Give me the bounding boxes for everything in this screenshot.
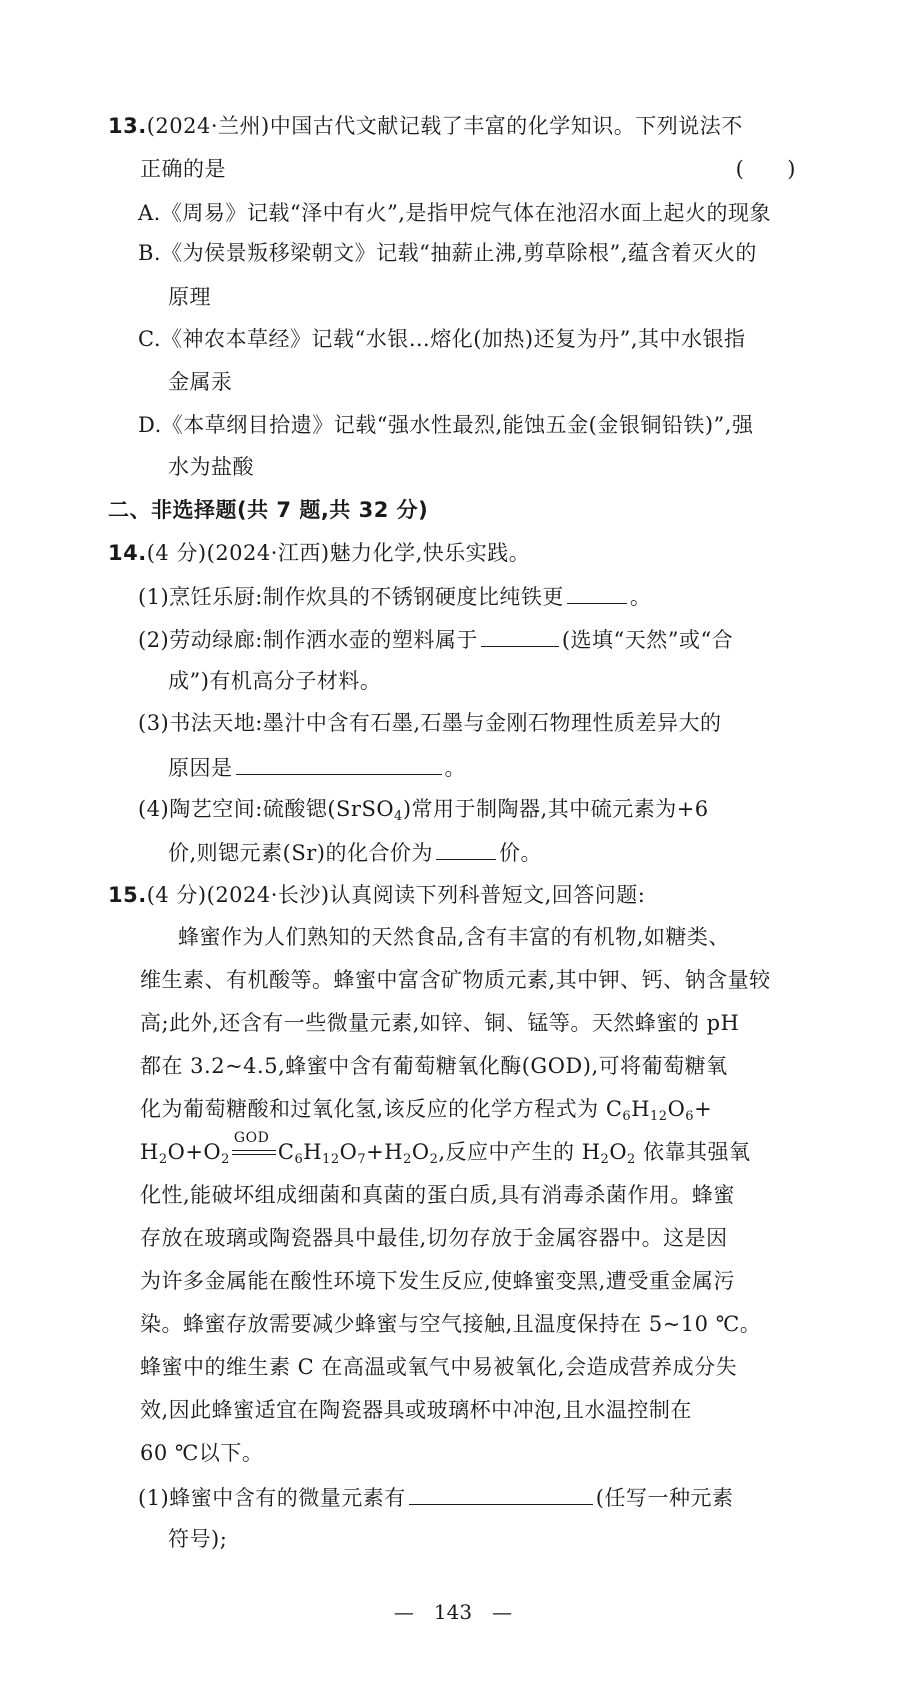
- q13-line-1: [108, 112, 743, 140]
- q14-sub-4-text-2: )常用于制陶器,其中硫元素为+6: [402, 797, 709, 821]
- q14-sub-4-text-3: 价,则锶元素(Sr)的化合价为: [168, 841, 433, 865]
- q14-sub-2-text: (2)劳动绿廊:制作洒水壶的塑料属于: [138, 628, 478, 652]
- q15-sub-1-cont: 符号);: [168, 1527, 228, 1551]
- q15-equation-line-1: [232, 1150, 276, 1151]
- q15-passage-line-3: 高;此外,还含有一些微量元素,如锌、铜、锰等。天然蜂蜜的 pH: [140, 1011, 740, 1035]
- q14-sub-4: [138, 795, 709, 831]
- page-number: — 143 —: [393, 1600, 513, 1624]
- q13-answer-paren: ( ): [735, 157, 796, 181]
- q15-sub-1-end: (任写一种元素: [595, 1486, 734, 1510]
- q15-sub-2e: 2: [600, 1152, 610, 1167]
- q14-sub-3-cont: [168, 752, 466, 782]
- q14-sub-4-subscript: 4: [394, 809, 403, 824]
- q15-sub-7: 7: [357, 1152, 367, 1167]
- q13-line-2: [140, 155, 906, 183]
- q14-sub-3: (3)书法天地:墨汁中含有石墨,石墨与金刚石物理性质差异大的: [138, 711, 722, 735]
- q15-sub-6b: 6: [685, 1109, 695, 1124]
- q13-option-b: B.《为侯景叛移梁朝文》记载“抽薪止沸,剪草除根”,蕴含着灭火的: [138, 241, 757, 265]
- q14-sub-1-text: (1)烹饪乐厨:制作炊具的不锈钢硬度比纯铁更: [138, 585, 564, 609]
- q15-equation-line-2: [232, 1154, 276, 1155]
- q13-stem: (2024·兰州)中国古代文献记载了丰富的化学知识。下列说法不: [146, 114, 743, 138]
- q15-passage-line-8: 存放在玻璃或陶瓷器具中最佳,切勿存放于金属容器中。这是因: [140, 1226, 728, 1250]
- q14-stem: (4 分)(2024·江西)魅力化学,快乐实践。: [146, 541, 531, 565]
- q15-passage-line-1: 蜂蜜作为人们熟知的天然食品,含有丰富的有机物,如糖类、: [178, 925, 730, 949]
- q15-sub-2c: 2: [403, 1152, 412, 1167]
- q15-passage-line-9: 为许多金属能在酸性环境下发生反应,使蜂蜜变黑,遭受重金属污: [140, 1269, 735, 1293]
- q13-option-c-cont: 金属汞: [168, 370, 233, 394]
- q15-passage-line-11: 蜂蜜中的维生素 C 在高温或氧气中易被氧化,会造成营养成分失: [140, 1355, 738, 1379]
- q15-passage-line-5: 化为葡萄糖酸和过氧化氢,该反应的化学方程式为 $C_6H_{12}O_6+$: [140, 1097, 713, 1124]
- q13-number: 13.: [108, 114, 147, 138]
- q14-sub-3-end: 。: [444, 756, 466, 780]
- q15-sub-2b: 2: [221, 1152, 230, 1167]
- q15-equation-catalyst: GOD: [233, 1130, 270, 1146]
- q14-sub-1: [138, 581, 651, 611]
- q15-sub-2a: 2: [158, 1152, 168, 1167]
- q15-sub-1: [138, 1482, 733, 1512]
- q15-passage-line-6: $H_2O+O_2$ GOD $C_6H_{12}O_7+H_2O_2$,反应中产生的 $H_2O_2$ 依靠其强氧: [140, 1138, 751, 1174]
- q15-sub-2d: 2: [429, 1152, 439, 1167]
- q13-option-d-cont: 水为盐酸: [168, 455, 254, 479]
- q15-sub-2f: 2: [627, 1152, 636, 1167]
- q13-option-b-cont: 原理: [168, 285, 211, 309]
- q15-sub-12b: 12: [322, 1152, 340, 1167]
- q15-passage-line-4: 都在 3.2~4.5,蜂蜜中含有葡萄糖氧化酶(GOD),可将葡萄糖氧: [140, 1054, 728, 1078]
- q15-sub-6c: 6: [294, 1152, 304, 1167]
- q14-sub-4-end: 价。: [499, 841, 542, 865]
- q15-sub-6a: 6: [622, 1109, 632, 1124]
- q13-option-a: A.《周易》记载“泽中有火”,是指甲烷气体在池沼水面上起火的现象: [138, 201, 771, 225]
- q14-sub-4-cont: [168, 837, 542, 867]
- q15-blank-1[interactable]: [409, 1482, 593, 1505]
- q13-stem-cont: 正确的是: [140, 157, 226, 181]
- q15-passage-line-12: 效,因此蜂蜜适宜在陶瓷器具或玻璃杯中冲泡,且水温控制在: [140, 1398, 692, 1422]
- q14-sub-2: [138, 624, 733, 654]
- q14-blank-1[interactable]: [567, 581, 627, 604]
- q14-line-1: [108, 539, 530, 567]
- q15-number: 15.: [108, 883, 147, 907]
- q15-passage-line-13: 60 ℃以下。: [140, 1441, 264, 1465]
- q15-passage-line-2: 维生素、有机酸等。蜂蜜中富含矿物质元素,其中钾、钙、钠含量较: [140, 968, 771, 992]
- q14-number: 14.: [108, 541, 147, 565]
- q14-sub-2-end: (选填“天然”或“合: [561, 628, 734, 652]
- q15-stem: (4 分)(2024·长沙)认真阅读下列科普短文,回答问题:: [146, 883, 646, 907]
- q15-passage-text-5: 化为葡萄糖酸和过氧化氢,该反应的化学方程式为 C: [140, 1097, 623, 1121]
- q14-sub-1-end: 。: [629, 585, 652, 609]
- q14-blank-3[interactable]: [236, 752, 442, 775]
- q15-sub-12a: 12: [650, 1109, 668, 1124]
- q15-passage-line-10: 染。蜂蜜存放需要减少蜂蜜与空气接触,且温度保持在 5~10 ℃。: [140, 1312, 762, 1336]
- q15-passage-line-7: 化性,能破坏组成细菌和真菌的蛋白质,具有消毒杀菌作用。蜂蜜: [140, 1183, 735, 1207]
- q14-blank-2[interactable]: [481, 624, 559, 647]
- q13-option-d: D.《本草纲目拾遗》记载“强水性最烈,能蚀五金(金银铜铅铁)”,强: [138, 413, 754, 437]
- q14-sub-3-text: 原因是: [168, 756, 233, 780]
- q15-sub-1-text: (1)蜂蜜中含有的微量元素有: [138, 1486, 406, 1510]
- q14-blank-4[interactable]: [436, 837, 496, 860]
- q14-sub-2-cont: 成”)有机高分子材料。: [168, 669, 382, 693]
- q15-line-1: [108, 881, 645, 909]
- q14-sub-4-text: (4)陶艺空间:硫酸锶(SrSO: [138, 797, 395, 821]
- q13-option-c: C.《神农本草经》记载“水银…熔化(加热)还复为丹”,其中水银指: [138, 327, 746, 351]
- section-title: 二、非选择题(共 7 题,共 32 分): [108, 498, 429, 522]
- q15-equation-arrow: [232, 1130, 276, 1166]
